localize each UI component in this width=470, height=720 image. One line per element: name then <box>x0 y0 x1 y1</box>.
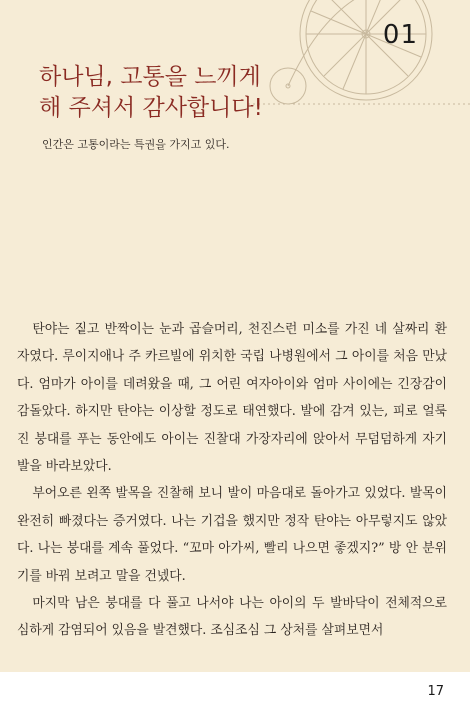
paragraph: 마지막 남은 붕대를 다 풀고 나서야 나는 아이의 두 발바닥이 전체적으로 심하게 감염되어 있음을 발견했다. 조심조심 그 상처를 살펴보면서 <box>17 596 447 639</box>
title-line-1: 하나님, 고통을 느끼게 <box>39 64 261 90</box>
paragraph: 탄야는 짙고 반짝이는 눈과 곱슬머리, 천진스런 미소를 가진 네 살짜리 환자였다. 루이지애나 주 카르빌에 위치한 국립 나병원에서 그 아이를 처음 만났다. 엄마가 아이를 데려왔을 때, 그 어린 여자아이와 엄마 사이에는 긴장감이 감돌았다. 하지만 탄야는 이상할 정도로 태연했다. 발에 감겨 있는, 피로 얼룩진 붕대를 푸는 동안에도 아이는 진찰대 가장자리에 앉아서 무덤덤하게 자기 발을 바라보았다. <box>17 322 447 475</box>
chapter-subtitle: 인간은 고통이라는 특권을 가지고 있다. <box>42 138 230 151</box>
chapter-title <box>39 62 339 124</box>
page-number: 17 <box>427 684 444 699</box>
background-texture <box>18 168 448 298</box>
title-line-2: 해 주셔서 감사합니다! <box>39 95 263 121</box>
paragraph: 부어오른 왼쪽 발목을 진찰해 보니 발이 마음대로 돌아가고 있었다. 발목이 완전히 빠졌다는 증거였다. 나는 기겁을 했지만 정작 탄야는 아무렇지도 않았다. 나는 붕대를 계속 풀었다. “꼬마 아가씨, 빨리 나으면 좋겠지?” 방 안 분위기를 바꿔 보려고 말을 건넸다. <box>17 486 447 584</box>
body-text <box>17 316 447 645</box>
chapter-number: 01 <box>382 20 418 50</box>
page-margin <box>0 672 470 720</box>
